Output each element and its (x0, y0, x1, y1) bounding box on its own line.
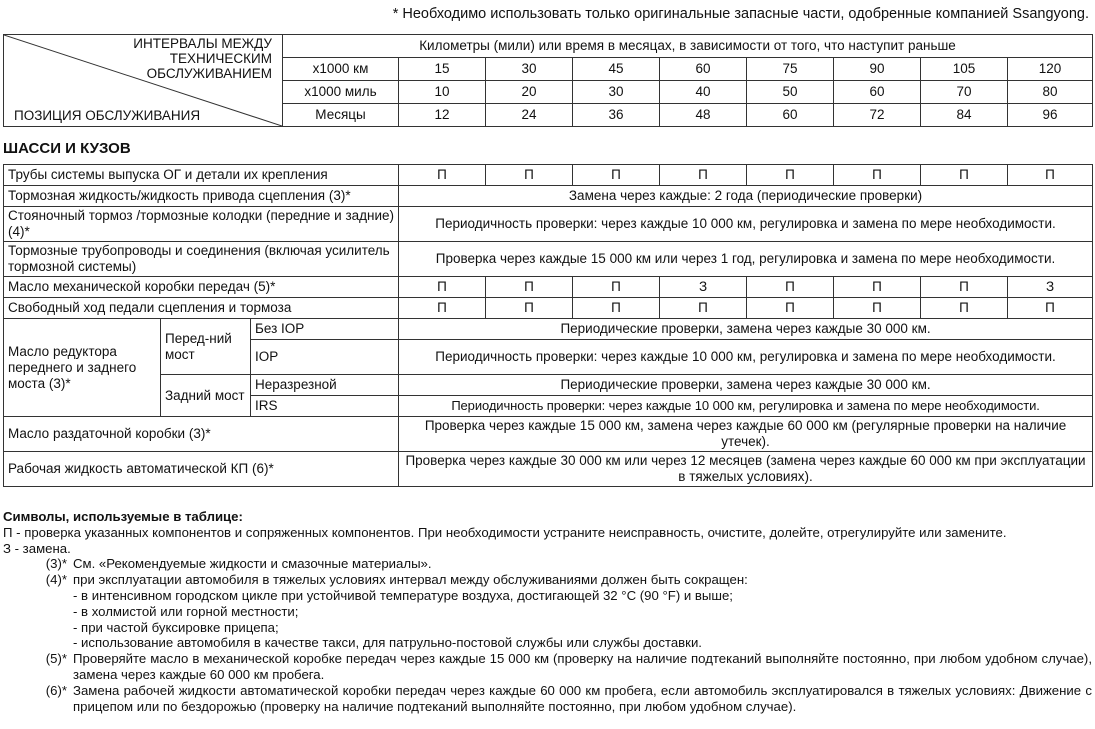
miles-value: 10 (399, 81, 486, 104)
axle-type: IOP (251, 340, 399, 375)
row-label: Тормозная жидкость/жидкость привода сцепления (3)* (4, 186, 399, 207)
footnote-key: (3)* (45, 556, 67, 572)
miles-value: 30 (573, 81, 660, 104)
rear-axle-label: Задний мост (161, 375, 251, 417)
symbol-cell: П (399, 298, 486, 319)
symbol-cell: П (486, 165, 573, 186)
row-text: Проверка через каждые 15 000 км, замена через каждые 60 000 км (регулярные проверки на наличие утечек). (399, 417, 1093, 452)
axle-label: Масло редуктора переднего и заднего моста (3)* (4, 319, 161, 417)
table-row (4, 165, 1093, 186)
header-corner-bottom: ПОЗИЦИЯ ОБСЛУЖИВАНИЯ (14, 108, 201, 123)
legend-title: Символы, используемые в таблице: (3, 509, 243, 524)
months-value: 12 (399, 104, 486, 127)
footnote-4-item: - при частой буксировке прицепа; (73, 619, 279, 635)
table-row (4, 277, 1093, 298)
footnote-6 (3, 683, 1092, 715)
row-label: Месяцы (283, 104, 399, 127)
row-text: Периодичность проверки: через каждые 10 000 км, регулировка и замена по мере необходимости. (399, 207, 1093, 242)
interval-title: Километры (мили) или время в месяцах, в зависимости от того, что наступит раньше (283, 35, 1093, 58)
miles-value: 40 (660, 81, 747, 104)
symbol-cell: П (834, 277, 921, 298)
symbol-cell: П (573, 277, 660, 298)
months-value: 48 (660, 104, 747, 127)
footnote-4-item: - использование автомобиля в качестве такси, для патрульно-постовой службы или службы доставки. (73, 635, 702, 651)
symbol-cell: П (486, 298, 573, 319)
row-label: x1000 миль (283, 81, 399, 104)
row-label: Трубы системы выпуска ОГ и детали их крепления (4, 165, 399, 186)
km-value: 120 (1008, 58, 1093, 81)
table-row (4, 207, 1093, 242)
footnote-text: См. «Рекомендуемые жидкости и смазочные материалы». (73, 556, 432, 572)
table-row (4, 319, 1093, 340)
maintenance-table (3, 164, 1093, 487)
km-value: 60 (660, 58, 747, 81)
symbol-cell: П (921, 298, 1008, 319)
row-label: Рабочая жидкость автоматической КП (6)* (4, 452, 399, 487)
km-value: 75 (747, 58, 834, 81)
top-note: * Необходимо использовать только оригинальные запасные части, одобренные компанией Ssangyong. (392, 6, 1089, 22)
months-value: 72 (834, 104, 921, 127)
symbol-cell: З (1008, 277, 1093, 298)
row-text: Проверка через каждые 15 000 км или через 1 год, регулировка и замена по мере необходимости. (399, 242, 1093, 277)
symbol-cell: П (747, 298, 834, 319)
footnote-key: (6)* (45, 682, 67, 698)
interval-header-table (3, 34, 1093, 127)
km-value: 90 (834, 58, 921, 81)
footnote-5 (3, 651, 1092, 683)
legend (3, 509, 1092, 714)
months-value: 96 (1008, 104, 1093, 127)
row-text: Периодические проверки, замена через каждые 30 000 км. (399, 319, 1093, 340)
symbol-cell: П (660, 165, 747, 186)
symbol-cell: П (660, 298, 747, 319)
row-label: Масло раздаточной коробки (3)* (4, 417, 399, 452)
footnote-text: Замена рабочей жидкости автоматической коробки передач через каждые 60 000 км пробега, если автомобиль эксплуатировался в тяжелых условиях: Движение с прицепом или по бездорожью (проверку на наличие подтеканий выполняйте постоянно, при любом удобном случае). (73, 682, 1092, 714)
row-label: Свободный ход педали сцепления и тормоза (4, 298, 399, 319)
symbol-cell: П (486, 277, 573, 298)
row-label: x1000 км (283, 58, 399, 81)
table-row (4, 452, 1093, 487)
footnote-key: (5)* (45, 651, 67, 667)
months-value: 60 (747, 104, 834, 127)
table-row (4, 417, 1093, 452)
row-label: Тормозные трубопроводы и соединения (включая усилитель тормозной системы) (4, 242, 399, 277)
km-value: 45 (573, 58, 660, 81)
footnote-4 (3, 572, 1092, 588)
miles-value: 50 (747, 81, 834, 104)
axle-type: Неразрезной (251, 375, 399, 396)
symbol-cell: П (399, 165, 486, 186)
legend-z: З - замена. (3, 540, 71, 556)
symbol-cell: П (921, 165, 1008, 186)
row-text: Периодические проверки, замена через каждые 30 000 км. (399, 375, 1093, 396)
symbol-cell: П (573, 298, 660, 319)
table-row (4, 242, 1093, 277)
months-value: 36 (573, 104, 660, 127)
symbol-cell: П (834, 165, 921, 186)
front-axle-label: Перед-ний мост (161, 319, 251, 375)
symbol-cell: П (747, 277, 834, 298)
axle-type: Без IOP (251, 319, 399, 340)
symbol-cell: П (399, 277, 486, 298)
section-title: ШАССИ И КУЗОВ (3, 140, 131, 157)
row-text: Периодичность проверки: через каждые 10 000 км, регулировка и замена по мере необходимости. (399, 396, 1093, 417)
miles-value: 70 (921, 81, 1008, 104)
symbol-cell: П (834, 298, 921, 319)
footnote-key: (4)* (45, 572, 67, 588)
footnote-4-item: - в холмистой или горной местности; (73, 603, 299, 619)
legend-p: П - проверка указанных компонентов и сопряженных компонентов. При необходимости устраните неисправность, очистите, долейте, отрегулируйте или замените. (3, 524, 1007, 540)
months-value: 84 (921, 104, 1008, 127)
header-corner-top: ИНТЕРВАЛЫ МЕЖДУ ТЕХНИЧЕСКИМ ОБСЛУЖИВАНИЕМ (133, 36, 272, 81)
symbol-cell: П (747, 165, 834, 186)
row-label: Стояночный тормоз /тормозные колодки (передние и задние) (4)* (4, 207, 399, 242)
table-row (4, 375, 1093, 396)
miles-value: 20 (486, 81, 573, 104)
table-row (4, 298, 1093, 319)
km-value: 105 (921, 58, 1008, 81)
row-text: Проверка через каждые 30 000 км или через 12 месяцев (замена через каждые 60 000 км при эксплуатации в тяжелых условиях). (399, 452, 1093, 487)
axle-type: IRS (251, 396, 399, 417)
footnote-text: Проверяйте масло в механической коробке передач через каждые 15 000 км (проверку на наличие подтеканий выполняйте постоянно, при любом удобном случае), замена через каждые 60 000 км пробега. (73, 651, 1092, 682)
footnote-text: при эксплуатации автомобиля в тяжелых условиях интервал между обслуживаниями должен быть сокращен: (73, 572, 748, 588)
symbol-cell: П (1008, 165, 1093, 186)
symbol-cell: П (1008, 298, 1093, 319)
miles-value: 60 (834, 81, 921, 104)
footnote-3 (3, 556, 1092, 572)
symbol-cell: П (921, 277, 1008, 298)
miles-value: 80 (1008, 81, 1093, 104)
symbol-cell: З (660, 277, 747, 298)
months-value: 24 (486, 104, 573, 127)
header-corner-cell (4, 35, 283, 127)
row-text: Периодичность проверки: через каждые 10 000 км, регулировка и замена по мере необходимости. (399, 340, 1093, 375)
footnote-4-item: - в интенсивном городском цикле при устойчивой температуре воздуха, достигающей 32 °C (90 °F) и выше; (73, 587, 733, 603)
row-label: Масло механической коробки передач (5)* (4, 277, 399, 298)
symbol-cell: П (573, 165, 660, 186)
table-row (4, 186, 1093, 207)
row-text: Замена через каждые: 2 года (периодические проверки) (399, 186, 1093, 207)
km-value: 30 (486, 58, 573, 81)
km-value: 15 (399, 58, 486, 81)
